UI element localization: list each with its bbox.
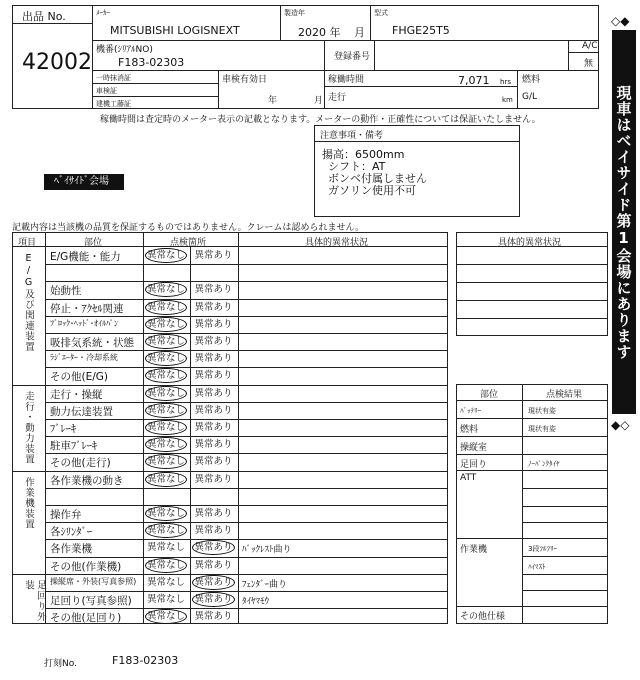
fuel-label: 燃料 [522,75,541,85]
row-part: 各作業機 [50,543,92,556]
row-part: 始動性 [50,285,82,298]
diamond-bottom: ◆◇ [611,418,630,432]
cert-label-3: 建機工藤証 [96,100,131,108]
status-abnormal: 異常あり [194,250,233,261]
status-normal: 異常なし [146,318,185,330]
row-detail: ﾀｲﾔﾏﾓｳ [242,597,270,607]
row-part: 各作業機の動き [50,474,124,487]
model-label: 型式 [374,9,388,17]
status-normal: 異常なし [146,559,185,571]
fuel-value: G/L [522,92,538,102]
status-abnormal: 異常あり [194,525,233,537]
results-part-3: 操縦室 [460,443,488,453]
cert-label-1: 一時抹消証 [96,74,131,82]
mileage-unit: km [502,96,513,104]
hours-notice: 稼働時間は査定時のメーター表示の記載となります。メーターの動作・正確性については保証いたしません。 [100,115,541,125]
registration-label: 登録番号 [334,52,371,62]
status-abnormal: 異常あり [194,318,233,330]
status-abnormal: 異常あり [194,336,233,347]
notes-line-1: 揚高：6500mm [322,148,405,161]
row-part: その他(E/G) [50,371,109,384]
results-col-part: 部位 [480,390,499,400]
serial-value: F183-02303 [118,56,185,69]
status-normal: 異常なし [146,508,185,519]
row-part: ﾌﾞﾛｯｸ･ﾍｯﾄﾞ･ｵｲﾙﾊﾟﾝ [50,318,118,328]
row-part: 操作弁 [50,509,82,521]
notes-line-2: シフト：AT [328,160,386,173]
header-inspection: 点検箇所 [170,238,207,248]
results-part-1: ﾊﾞｯﾃﾘｰ [460,407,481,415]
model-value: FHGE25T5 [392,24,450,37]
status-abnormal: 異常あり [194,456,233,468]
serial-label: 機番(ｼﾘｱﾙNO) [96,45,153,55]
row-part: 吸排気系統・状態 [50,337,134,349]
row-part: 動力伝達装置 [50,405,113,418]
row-part: その他(作業機) [50,560,122,573]
diamond-top: ◇◆ [611,14,630,28]
hours-unit: hrs [500,78,511,86]
status-normal: 異常なし [146,404,185,416]
status-normal: 異常なし [146,301,185,313]
results-table [456,384,608,624]
status-abnormal: 異常あり [194,439,233,451]
notes-line-4: ガソリン使用不可 [328,184,416,197]
section-label: 走行・動力装置 [23,390,34,465]
results-value-6: 3段ﾌﾙﾌﾘｰ [528,545,557,553]
row-part: ﾌﾞﾚｰｷ [50,423,77,435]
status-abnormal: 異常あり [194,301,233,313]
venue-badge: ﾍﾞｲｻｲﾄﾞ会場 [44,174,124,190]
status-abnormal: 異常あり [194,422,233,433]
maker-value: MITSUBISHI LOGISNEXT [110,24,240,37]
row-part: ﾗｼﾞｴｰﾀｰ・冷却系統 [50,353,118,363]
status-normal: 異常なし [146,370,185,382]
status-abnormal: 異常あり [194,404,233,416]
hours-value: 7,071 [458,74,490,87]
inspection-year-unit: 年 [268,96,278,106]
results-value-4: ﾉｰﾊﾟﾝｸﾀｲﾔ [528,460,560,468]
right-detail-header: 具体的異常状況 [498,238,562,248]
section-label: E/G及び関連装置 [23,253,34,352]
notes-title: 注意事項・備考 [320,131,384,141]
status-abnormal: 異常あり [194,370,233,382]
status-abnormal: 異常あり [194,611,233,623]
results-part-6: 作業機 [460,545,488,555]
status-abnormal: 異常あり [192,592,235,607]
status-normal: 異常なし [146,250,185,261]
results-part-5: ATT [460,473,477,483]
row-part: E/G機能・能力 [50,251,121,263]
header-part: 部位 [84,238,103,248]
header-detail: 具体的異常状況 [305,238,369,248]
maker-label: ﾒｰｶｰ [96,9,110,17]
results-part-8: その他仕様 [460,612,506,622]
status-abnormal: 異常あり [194,473,233,485]
status-normal: 異常なし [146,456,185,468]
results-part-2: 燃料 [460,425,479,435]
results-part-4: 足回り [460,460,488,470]
row-part: 駐車ﾌﾞﾚｰｷ [50,440,98,453]
year-value: 2020 年 [298,26,341,39]
lot-number: 42002 [22,50,92,75]
inspection-label: 車検有効日 [222,75,268,85]
results-col-result: 点検結果 [546,390,583,400]
status-normal: 異常なし [146,336,185,347]
row-detail: ﾊﾞｯｸﾚｽﾄ曲り [242,545,292,556]
inspection-month-unit: 月 [314,96,324,106]
mileage-label: 走行 [328,93,347,103]
status-normal: 異常なし [146,611,185,623]
row-part: 各ｼﾘﾝﾀﾞｰ [50,526,92,539]
month-unit: 月 [354,26,365,39]
status-normal: 異常なし [146,576,185,588]
row-part: 足回り(写真参照) [50,595,132,607]
status-abnormal: 異常あり [194,508,233,519]
row-detail: ﾌｪﾝﾀﾞｰ曲り [242,579,288,590]
status-abnormal: 異常あり [194,284,233,296]
ac-label: A/C [582,41,598,51]
section-label: 足回り外装 [23,579,46,622]
ac-value: 無 [584,59,594,69]
row-part: 停止・ｱｸｾﾙ関連 [50,302,124,315]
status-abnormal: 異常あり [192,575,235,590]
row-part: その他(走行) [50,457,111,470]
disclaimer: 記載内容は当該機の品質を保証するものではありません。クレームは認められません。 [12,223,365,233]
header-item: 項目 [18,238,37,248]
status-normal: 異常なし [146,473,185,485]
status-abnormal: 異常あり [194,559,233,571]
hours-label: 稼働時間 [328,75,365,85]
status-normal: 異常なし [146,284,185,296]
stamp-label: 打刻No. [44,659,77,669]
cert-label-2: 車検証 [96,87,117,95]
row-part: その他(足回り) [50,612,122,625]
status-abnormal: 異常あり [192,540,235,555]
status-normal: 異常なし [146,353,185,365]
results-value-1: 現状有姿 [528,407,556,415]
lot-label: 出品 No. [22,10,66,23]
status-normal: 異常なし [146,525,185,537]
results-value-7: ﾊｲﾏｽﾄ [528,563,546,571]
stamp-value: F183-02303 [112,654,179,667]
year-label: 製造年 [284,9,305,17]
notes-line-3: ボンベ付属しません [328,172,427,185]
row-part: 操縦席・外装(写真参照) [50,576,137,586]
section-label: 作業機装置 [23,476,34,530]
row-part: 走行・操縦 [50,388,103,401]
status-normal: 異常なし [146,422,185,433]
status-normal: 異常なし [146,594,185,605]
status-abnormal: 異常あり [194,353,233,365]
status-abnormal: 異常あり [194,387,233,399]
status-normal: 異常なし [146,542,185,554]
status-normal: 異常なし [146,439,185,451]
side-banner: 現車はベイサイド第1会場にあります [612,30,636,414]
status-normal: 異常なし [146,387,185,399]
results-value-2: 現状有姿 [528,425,556,433]
